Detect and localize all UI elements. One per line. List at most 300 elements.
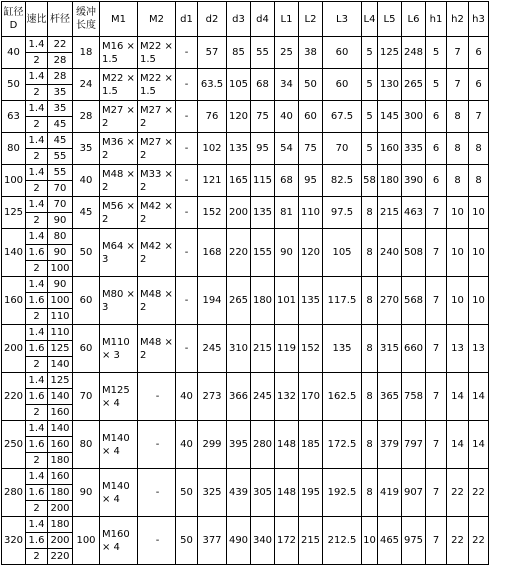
buffer-cell: 45 (73, 197, 100, 229)
d4-cell: 115 (251, 165, 275, 197)
buffer-cell: 90 (73, 469, 100, 517)
l2-cell: 38 (299, 37, 323, 69)
m2-line-1: M48 × (140, 336, 173, 348)
d3-cell: 439 (227, 469, 251, 517)
d2-cell: 325 (198, 469, 227, 517)
d1-cell: - (176, 101, 198, 133)
m1-line-2: 2 (102, 117, 109, 129)
m2-line-2: 2 (140, 253, 147, 265)
buffer-cell: 60 (73, 277, 100, 325)
table-row (2, 133, 489, 149)
l6-cell: 390 (402, 165, 426, 197)
d1-cell: - (176, 229, 198, 277)
l3-cell: 70 (323, 133, 362, 165)
l3-cell: 135 (323, 325, 362, 373)
l2-cell: 75 (299, 133, 323, 165)
d4-cell: 68 (251, 69, 275, 101)
m1-line-1: M16 × (102, 40, 135, 52)
h3-cell: 10 (469, 277, 489, 325)
bore-cell: 200 (2, 325, 26, 373)
ratio-cell: 1.4 (26, 101, 48, 117)
d1-cell: 50 (176, 469, 198, 517)
bore-cell: 280 (2, 469, 26, 517)
ratio-cell: 1.4 (26, 325, 48, 341)
h2-cell: 7 (447, 37, 469, 69)
l6-cell: 508 (402, 229, 426, 277)
ratio-cell: 2 (26, 501, 48, 517)
rod-cell: 160 (48, 405, 73, 421)
l2-cell: 170 (299, 373, 323, 421)
m2-line-1: M27 × (140, 104, 173, 116)
ratio-cell: 2 (26, 213, 48, 229)
l6-cell: 335 (402, 133, 426, 165)
h3-cell: 8 (469, 133, 489, 165)
rod-cell: 45 (48, 117, 73, 133)
h2-cell: 22 (447, 517, 469, 565)
m2-cell (138, 229, 176, 277)
l2-cell: 152 (299, 325, 323, 373)
ratio-cell: 1.4 (26, 421, 48, 437)
d1-cell: - (176, 197, 198, 229)
d3-cell: 220 (227, 229, 251, 277)
bore-cell: 140 (2, 229, 26, 277)
d3-cell: 165 (227, 165, 251, 197)
m2-cell (138, 421, 176, 469)
rod-cell: 200 (48, 533, 73, 549)
h3-cell: 7 (469, 101, 489, 133)
header-l2: L2 (299, 2, 323, 37)
table-row (2, 517, 489, 533)
l5-cell: 379 (378, 421, 402, 469)
h3-cell: 8 (469, 165, 489, 197)
header-m1: M1 (100, 2, 138, 37)
d3-cell: 85 (227, 37, 251, 69)
l1-cell: 25 (275, 37, 299, 69)
m2-cell (138, 325, 176, 373)
ratio-cell: 1.4 (26, 373, 48, 389)
l6-cell: 568 (402, 277, 426, 325)
bore-cell: 320 (2, 517, 26, 565)
d2-cell: 377 (198, 517, 227, 565)
d1-cell: - (176, 165, 198, 197)
l6-cell: 660 (402, 325, 426, 373)
header-m2: M2 (138, 2, 176, 37)
d4-cell: 340 (251, 517, 275, 565)
d2-cell: 63.5 (198, 69, 227, 101)
m1-line-2: 3 (102, 253, 109, 265)
m1-cell (100, 133, 138, 165)
rod-cell: 35 (48, 85, 73, 101)
ratio-cell: 1.6 (26, 389, 48, 405)
header-row (2, 2, 489, 37)
ratio-cell: 1.6 (26, 437, 48, 453)
m2-line-2: 2 (140, 149, 147, 161)
m1-line-1: M140 (102, 480, 130, 492)
l5-cell: 180 (378, 165, 402, 197)
l4-cell: 8 (362, 325, 378, 373)
h3-cell: 14 (469, 421, 489, 469)
d2-cell: 168 (198, 229, 227, 277)
bore-cell: 125 (2, 197, 26, 229)
table-row (2, 229, 489, 245)
header-l3: L3 (323, 2, 362, 37)
rod-cell: 28 (48, 53, 73, 69)
d1-cell: 40 (176, 373, 198, 421)
ratio-cell: 2 (26, 549, 48, 565)
m1-line-1: M36 × (102, 136, 135, 148)
bore-cell: 63 (2, 101, 26, 133)
h3-cell: 6 (469, 69, 489, 101)
m2-line-1: - (155, 439, 160, 450)
l5-cell: 145 (378, 101, 402, 133)
table-row (2, 373, 489, 389)
ratio-cell: 1.6 (26, 485, 48, 501)
l4-cell: 8 (362, 277, 378, 325)
m2-line-1: M22 × (140, 72, 173, 84)
m2-line-2: 2 (140, 117, 147, 129)
table-row (2, 325, 489, 341)
m1-cell (100, 229, 138, 277)
m2-line-1: - (155, 391, 160, 402)
h1-cell: 7 (426, 469, 447, 517)
d1-cell: - (176, 325, 198, 373)
buffer-cell: 100 (73, 517, 100, 565)
l3-cell: 212.5 (323, 517, 362, 565)
m1-line-1: M27 × (102, 104, 135, 116)
h1-cell: 7 (426, 421, 447, 469)
l2-cell: 60 (299, 101, 323, 133)
d2-cell: 57 (198, 37, 227, 69)
m1-cell (100, 197, 138, 229)
m1-cell (100, 165, 138, 197)
m1-line-1: M140 (102, 432, 130, 444)
ratio-cell: 1.4 (26, 37, 48, 53)
l2-cell: 110 (299, 197, 323, 229)
ratio-cell: 2 (26, 181, 48, 197)
h1-cell: 7 (426, 517, 447, 565)
l4-cell: 5 (362, 133, 378, 165)
l2-cell: 50 (299, 69, 323, 101)
table-row (2, 37, 489, 53)
ratio-cell: 1.4 (26, 133, 48, 149)
m2-cell (138, 165, 176, 197)
m2-line-2: 2 (140, 301, 147, 313)
m2-line-1: M27 × (140, 136, 173, 148)
bore-cell: 160 (2, 277, 26, 325)
h1-cell: 7 (426, 229, 447, 277)
l3-cell: 192.5 (323, 469, 362, 517)
bore-cell: 40 (2, 37, 26, 69)
table-row (2, 277, 489, 293)
l6-cell: 797 (402, 421, 426, 469)
header-h3: h3 (469, 2, 489, 37)
m2-line-2: 2 (140, 349, 147, 361)
l4-cell: 10 (362, 517, 378, 565)
d2-cell: 121 (198, 165, 227, 197)
m1-cell (100, 69, 138, 101)
m2-cell (138, 469, 176, 517)
rod-cell: 125 (48, 341, 73, 357)
h2-cell: 8 (447, 101, 469, 133)
l1-cell: 172 (275, 517, 299, 565)
l1-cell: 40 (275, 101, 299, 133)
bore-cell: 220 (2, 373, 26, 421)
table-row (2, 101, 489, 117)
m1-line-2: 2 (102, 181, 109, 193)
table-row (2, 469, 489, 485)
l2-cell: 120 (299, 229, 323, 277)
l3-cell: 97.5 (323, 197, 362, 229)
h3-cell: 22 (469, 517, 489, 565)
h3-cell: 10 (469, 229, 489, 277)
h2-cell: 14 (447, 421, 469, 469)
header-l1: L1 (275, 2, 299, 37)
header-h2: h2 (447, 2, 469, 37)
l1-cell: 132 (275, 373, 299, 421)
m2-line-1: M42 × (140, 240, 173, 252)
l2-cell: 215 (299, 517, 323, 565)
l1-cell: 34 (275, 69, 299, 101)
table-row (2, 69, 489, 85)
table-row (2, 197, 489, 213)
ratio-cell: 1.4 (26, 69, 48, 85)
m1-cell (100, 325, 138, 373)
rod-cell: 180 (48, 453, 73, 469)
m2-line-2: 2 (140, 213, 147, 225)
ratio-cell: 2 (26, 261, 48, 277)
rod-cell: 90 (48, 277, 73, 293)
m1-line-2: 3 (102, 301, 109, 313)
l4-cell: 5 (362, 37, 378, 69)
l1-cell: 81 (275, 197, 299, 229)
l3-cell: 60 (323, 69, 362, 101)
l6-cell: 248 (402, 37, 426, 69)
h2-cell: 10 (447, 197, 469, 229)
h3-cell: 6 (469, 37, 489, 69)
table-row (2, 165, 489, 181)
d4-cell: 215 (251, 325, 275, 373)
d3-cell: 265 (227, 277, 251, 325)
header-h1: h1 (426, 2, 447, 37)
l3-cell: 67.5 (323, 101, 362, 133)
m2-cell (138, 101, 176, 133)
m1-cell (100, 101, 138, 133)
d1-cell: - (176, 133, 198, 165)
d4-cell: 305 (251, 469, 275, 517)
m1-line-2: 1.5 (102, 53, 118, 65)
buffer-cell: 40 (73, 165, 100, 197)
d1-cell: 40 (176, 421, 198, 469)
m1-line-2: × 4 (102, 445, 120, 457)
d3-cell: 200 (227, 197, 251, 229)
ratio-cell: 2 (26, 53, 48, 69)
buffer-cell: 24 (73, 69, 100, 101)
h1-cell: 5 (426, 37, 447, 69)
rod-cell: 160 (48, 437, 73, 453)
rod-cell: 110 (48, 309, 73, 325)
ratio-cell: 1.6 (26, 293, 48, 309)
header-l5: L5 (378, 2, 402, 37)
rod-cell: 28 (48, 69, 73, 85)
m2-cell (138, 69, 176, 101)
cylinder-dimension-table (1, 1, 489, 565)
buffer-cell: 60 (73, 325, 100, 373)
l2-cell: 135 (299, 277, 323, 325)
rod-cell: 35 (48, 101, 73, 117)
l1-cell: 90 (275, 229, 299, 277)
header-rod: 杆径 (48, 2, 73, 37)
d2-cell: 194 (198, 277, 227, 325)
m1-line-1: M110 (102, 336, 130, 348)
buffer-cell: 18 (73, 37, 100, 69)
l5-cell: 160 (378, 133, 402, 165)
m2-line-1: M48 × (140, 288, 173, 300)
bore-cell: 100 (2, 165, 26, 197)
m2-cell (138, 277, 176, 325)
ratio-cell: 2 (26, 357, 48, 373)
d3-cell: 135 (227, 133, 251, 165)
l1-cell: 119 (275, 325, 299, 373)
rod-cell: 220 (48, 549, 73, 565)
d1-cell: - (176, 37, 198, 69)
ratio-cell: 1.4 (26, 277, 48, 293)
h1-cell: 6 (426, 101, 447, 133)
d2-cell: 152 (198, 197, 227, 229)
d2-cell: 245 (198, 325, 227, 373)
ratio-cell: 1.4 (26, 517, 48, 533)
h3-cell: 13 (469, 325, 489, 373)
l4-cell: 8 (362, 469, 378, 517)
l3-cell: 172.5 (323, 421, 362, 469)
l3-cell: 105 (323, 229, 362, 277)
l1-cell: 148 (275, 469, 299, 517)
rod-cell: 140 (48, 421, 73, 437)
header-l4: L4 (362, 2, 378, 37)
d4-cell: 280 (251, 421, 275, 469)
m2-line-2: 2 (140, 181, 147, 193)
rod-cell: 180 (48, 485, 73, 501)
m2-line-2: 1.5 (140, 53, 156, 65)
h2-cell: 8 (447, 165, 469, 197)
bore-cell: 50 (2, 69, 26, 101)
rod-cell: 110 (48, 325, 73, 341)
m2-line-1: M42 × (140, 200, 173, 212)
d4-cell: 75 (251, 101, 275, 133)
m1-cell (100, 277, 138, 325)
rod-cell: 55 (48, 149, 73, 165)
l6-cell: 975 (402, 517, 426, 565)
d2-cell: 299 (198, 421, 227, 469)
h1-cell: 7 (426, 197, 447, 229)
ratio-cell: 2 (26, 453, 48, 469)
m1-line-1: M64 × (102, 240, 135, 252)
h2-cell: 10 (447, 277, 469, 325)
l2-cell: 95 (299, 165, 323, 197)
m1-line-2: × 4 (102, 397, 120, 409)
h3-cell: 22 (469, 469, 489, 517)
l6-cell: 758 (402, 373, 426, 421)
ratio-cell: 2 (26, 149, 48, 165)
l4-cell: 8 (362, 373, 378, 421)
ratio-cell: 2 (26, 309, 48, 325)
l6-cell: 300 (402, 101, 426, 133)
bore-cell: 250 (2, 421, 26, 469)
h1-cell: 5 (426, 69, 447, 101)
m1-cell (100, 421, 138, 469)
d4-cell: 245 (251, 373, 275, 421)
d1-cell: - (176, 277, 198, 325)
table-row (2, 421, 489, 437)
l5-cell: 315 (378, 325, 402, 373)
m2-line-1: - (155, 535, 160, 546)
rod-cell: 125 (48, 373, 73, 389)
ratio-cell: 2 (26, 405, 48, 421)
m1-line-1: M48 × (102, 168, 135, 180)
h3-cell: 10 (469, 197, 489, 229)
rod-cell: 100 (48, 293, 73, 309)
m2-line-1: - (155, 487, 160, 498)
h1-cell: 6 (426, 165, 447, 197)
header-d2: d2 (198, 2, 227, 37)
rod-cell: 160 (48, 469, 73, 485)
header-bore: 缸径 D (2, 2, 26, 37)
d3-cell: 366 (227, 373, 251, 421)
l2-cell: 185 (299, 421, 323, 469)
l4-cell: 8 (362, 229, 378, 277)
m1-line-2: 2 (102, 149, 109, 161)
d4-cell: 180 (251, 277, 275, 325)
rod-cell: 70 (48, 197, 73, 213)
l1-cell: 101 (275, 277, 299, 325)
m1-line-1: M56 × (102, 200, 135, 212)
d1-cell: - (176, 69, 198, 101)
l4-cell: 8 (362, 197, 378, 229)
h2-cell: 13 (447, 325, 469, 373)
m2-cell (138, 197, 176, 229)
h1-cell: 6 (426, 133, 447, 165)
d4-cell: 155 (251, 229, 275, 277)
ratio-cell: 1.6 (26, 245, 48, 261)
buffer-cell: 35 (73, 133, 100, 165)
m2-cell (138, 373, 176, 421)
bore-cell: 80 (2, 133, 26, 165)
l1-cell: 68 (275, 165, 299, 197)
rod-cell: 90 (48, 245, 73, 261)
h2-cell: 22 (447, 469, 469, 517)
l5-cell: 270 (378, 277, 402, 325)
l5-cell: 419 (378, 469, 402, 517)
m2-cell (138, 133, 176, 165)
l6-cell: 265 (402, 69, 426, 101)
l2-cell: 195 (299, 469, 323, 517)
rod-cell: 80 (48, 229, 73, 245)
header-buffer: 缓冲 长度 (73, 2, 100, 37)
rod-cell: 140 (48, 357, 73, 373)
h1-cell: 7 (426, 277, 447, 325)
d3-cell: 395 (227, 421, 251, 469)
rod-cell: 100 (48, 261, 73, 277)
l4-cell: 5 (362, 101, 378, 133)
l1-cell: 148 (275, 421, 299, 469)
d3-cell: 490 (227, 517, 251, 565)
header-d3: d3 (227, 2, 251, 37)
m1-line-1: M125 (102, 384, 130, 396)
rod-cell: 55 (48, 165, 73, 181)
header-ratio: 速比 (26, 2, 48, 37)
l5-cell: 125 (378, 37, 402, 69)
rod-cell: 180 (48, 517, 73, 533)
ratio-cell: 1.6 (26, 533, 48, 549)
